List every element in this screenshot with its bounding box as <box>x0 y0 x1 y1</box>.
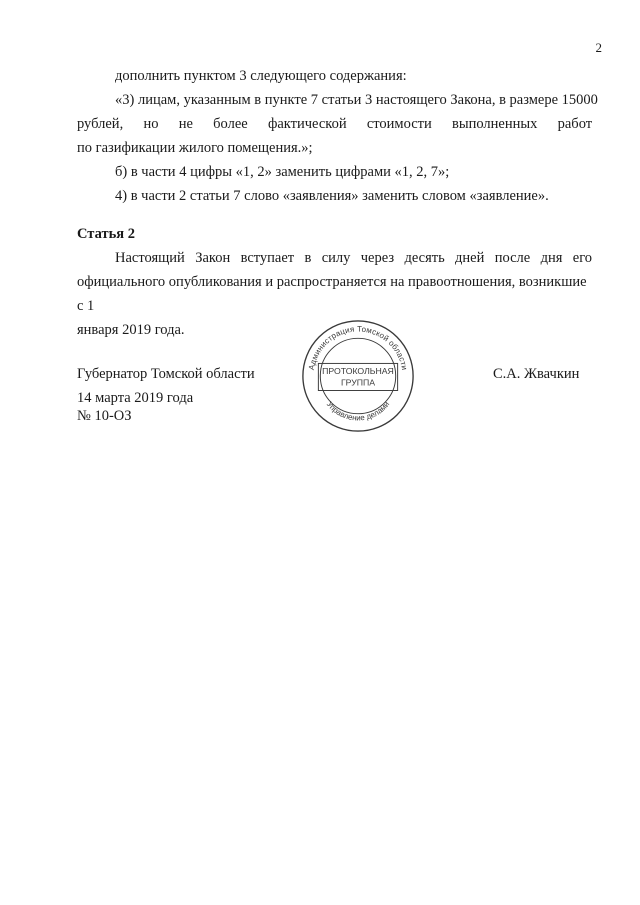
official-stamp <box>300 318 416 434</box>
art2-word: вступает <box>240 250 295 266</box>
law-number: № 10-ОЗ <box>77 408 132 424</box>
article-2-line2: официального опубликования и распространяется на правоотношения, возникшие с 1 <box>77 274 587 314</box>
item3-word: рублей, <box>77 116 124 132</box>
item3-word: более <box>213 116 248 132</box>
art2-word: дня <box>540 250 563 266</box>
item3-word: фактической <box>267 116 347 132</box>
art2-word: Закон <box>195 250 231 266</box>
stamp-outer-text: Администрация Томской области <box>306 324 410 371</box>
stamp-bottom-text: Управление делами <box>324 399 392 423</box>
amendment-item-3 <box>77 88 598 112</box>
signature-date: 14 марта 2019 года <box>77 390 194 406</box>
art2-word: через <box>360 250 395 266</box>
art2-word: в <box>304 250 312 266</box>
signature-date-block <box>77 389 193 425</box>
art2-word: Настоящий <box>115 250 185 266</box>
art2-word: десять <box>404 250 445 266</box>
article-2-heading: Статья 2 <box>77 226 135 242</box>
item3-word: стоимости <box>366 116 432 132</box>
signatory-title: Губернатор Томской области <box>77 366 255 382</box>
amendment-intro: дополнить пунктом 3 следующего содержания: <box>115 68 407 84</box>
amendment-item-b: б) в части 4 цифры «1, 2» заменить цифрами «1, 2, 7»; <box>115 164 450 180</box>
article-2-line1 <box>77 246 592 270</box>
signatory-name: С.А. Жвачкин <box>493 366 580 382</box>
amendment-item-4: 4) в части 2 статьи 7 слово «заявления» заменить словом «заявление». <box>115 188 549 204</box>
item3-word: но <box>143 116 159 132</box>
stamp-inner-line2: ГРУППА <box>340 377 376 388</box>
art2-word: его <box>572 250 593 266</box>
item3-line3: по газификации жилого помещения.»; <box>77 140 313 156</box>
item3-word: не <box>178 116 193 132</box>
art2-word: после <box>494 250 531 266</box>
stamp-inner-line1: ПРОТОКОЛЬНАЯ <box>322 366 394 377</box>
item3-word: выполненных <box>452 116 538 132</box>
page-number: 2 <box>595 40 602 55</box>
item3-word: работ <box>557 116 593 132</box>
item3-line1: «3) лицам, указанным в пункте 7 статьи 3 настоящего Закона, в размере 15000 <box>115 92 598 108</box>
article-2-line3: января 2019 года. <box>77 322 185 338</box>
art2-word: дней <box>455 250 485 266</box>
amendments-block <box>77 64 598 208</box>
item3-line2 <box>77 112 592 136</box>
art2-word: силу <box>321 250 351 266</box>
